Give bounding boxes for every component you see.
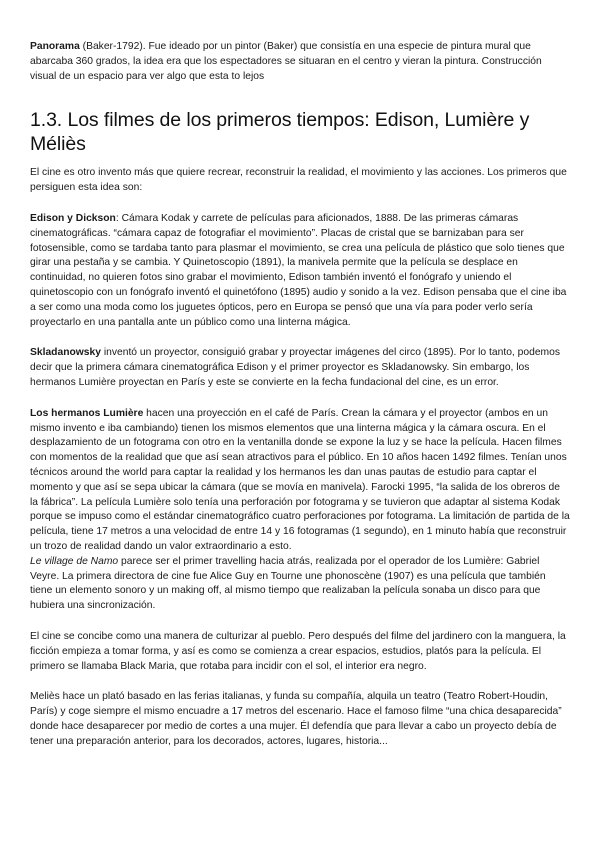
panorama-term: Panorama [30,41,80,52]
section-heading: 1.3. Los filmes de los primeros tiempos: Edison, Lumière y Méliès [30,109,530,156]
lumiere-term: Los hermanos Lumière [30,407,144,419]
skladanowsky-text: inventó un proyector, consiguió grabar y proyectar imágenes del circo (1895). Por lo tanto, podemos decir que la primera cámara cinematográfica Edison y el primer proyector es Skladanowsky. Sin embargo, los hermanos Lumière proyectan en París y este se convierte en la fecha fundacional del cine, es un error. [30,347,561,388]
spacer [30,196,570,212]
spacer [30,391,570,407]
edison-text: : Cámara Kodak y carrete de películas para aficionados, 1888. De las primeras cámaras cinematográficas. “cámara capaz de fotografiar el movimiento”. Placas de cristal que se barnizaban para ser fotosensible, como se tardaba tanto para plasmar el movimiento, se crea una película de plástico que solo tienes que girar una pestaña y se cambia. Y Quinetoscopio (1891), la manivela permite que la película se desplace en continuidad, no quieren fotos sino grabar el movimiento, Edison también inventó el fonógrafo y uniendo el quinetoscopio con un fonógrafo inventó el quinetófono (1895) audio y sonido a la vez. Edison pensaba que el cine iba a ser como una moda como los juguetes ópticos, pero en Europa se pensó que una vía para poder verlo sería proyectarlo en una pantalla ante un público como una linterna mágica. [30,212,567,328]
panorama-text: (Baker-1792). Fue ideado por un pintor (Baker) que consistía en una especie de pintura mural que abarcaba 360 grados, la idea era que los espectadores se situaran en el centro y vieran la pintura. Construcción visual de un espacio para ver algo que esta to lejos [30,41,542,82]
melies-paragraph: Meliès hace un plató basado en las ferias italianas, y funda su compañía, alquila un teatro (Teatro Robert-Houdin, París) y coge siempre el mismo encuadre a 17 metros del escenario. Hace el famoso filme “una chica desaparecida” donde hace desaparecer por medio de cortes a una mujer. Él defendía que para llevar a cabo un proyecto debía de tener una preparación anterior, para los decorados, actores, lugares, historia... [30,691,562,747]
skladanowsky-paragraph [30,346,570,390]
culture-paragraph: El cine se concibe como una manera de culturizar al pueblo. Pero después del filme del jardinero con la manguera, la ficción empieza a tomar forma, y así es como se comienza a crear espacios, estudios, platós para la película. El primero se llamaba Black Maria, que rotaba para incidir con el sol, el interior era negro. [30,630,566,672]
edison-paragraph [30,212,570,330]
namo-paragraph [30,555,570,614]
spacer [30,674,570,690]
edison-term: Edison y Dickson [30,212,116,224]
spacer [30,330,570,346]
namo-text: parece ser el primer travelling hacia atrás, realizada por el operador de los Lumière: Gabriel Veyre. La primera directora de cine fue Alice Guy en Tourne une phonoscène (1907) es una película que también tiene un elemento sonoro y un making off, al mismo tiempo que realizaban la película sonaba un disco para que hubiera una sincronización. [30,555,546,612]
lumiere-paragraph [30,407,570,555]
skladanowsky-term: Skladanowsky [30,347,101,359]
namo-film-title: Le village de Namo [30,555,119,567]
panorama-paragraph [30,40,570,84]
lumiere-text: hacen una proyección en el café de París. Crean la cámara y el proyector (ambos en un mismo invento e iba cambiando) tienen los mismos elementos que una linterna mágica y la cámara oscura. En el desplazamiento de un fotograma con otro en la ventanilla donde se expone la luz y se hace la película. Hacen filmes con momentos de la realidad que que así sean atractivos para el público. En 10 años hacen 1492 filmes. Tenían unos técnicos around the world para captar la realidad y los hermanos les dan unas pautas de estudio para captar el momento y que así se sepa ubicar la cámara (que se movía en manivela). Farocki 1995, “la salida de los obreros de la fábrica”. La película Lumière solo tenía una perforación por fotograma y se tuvieron que adaptar al sistema Kodak porque se impuso como el estándar cinematográfico cuatro perforaciones por fotograma. La limitación de partida de la película, tiene 17 metros a una velocidad de entre 14 y 16 fotogramas (1 segundo), en 1 minuto había que reconstruir un trozo de realidad dando un valor extraordinario a esto. [30,407,570,552]
lead-paragraph: El cine es otro invento más que quiere recrear, reconstruir la realidad, el movimiento y las acciones. Los primeros que persiguen esta idea son: [30,167,567,194]
spacer [30,614,570,630]
